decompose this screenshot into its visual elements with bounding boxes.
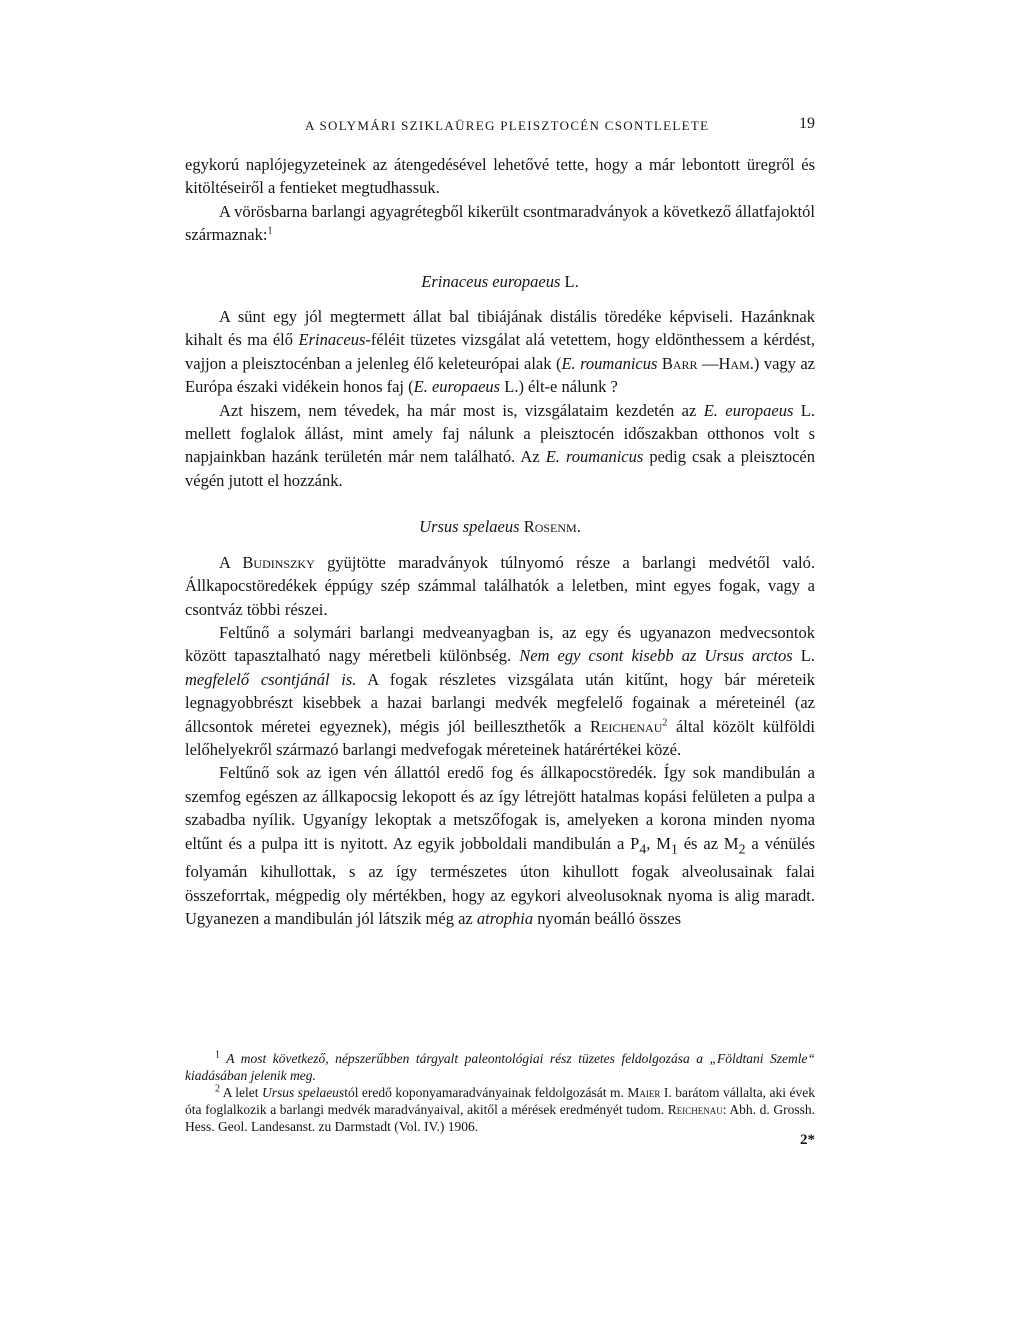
paragraph-6: Feltűnő a solymári barlangi medveanyagban is, az egy és ugyanazon medvecsontok között tapasztalható nagy méretbeli különbség. Nem egy csont kisebb az Ursus arctos L. megfelelő csontjánál is. A fogak részletes vizsgálata után kitűnt, hogy bár méreteik legnagyobbrészt kisebbek a hazai barlangi medvék megfelelő fogainak a méreteinél (az állcsontok méretei egyeznek), mégis jól beilleszthetők a Reichenau$^2$ által közölt külföldi lelőhelyekről származó barlangi medvefogak méreteinek határértékei közé. [185,622,815,759]
species-heading-ursus: Ursus spelaeus Rosenm. [419,517,581,537]
signature-mark: 2* [800,1132,815,1148]
paragraph-3: A sünt egy jól megtermett állat bal tibiájának distális töredéke képviseli. Hazánknak kihalt és ma élő Erinaceus-féléit tüzetes vizsgálat alá vetettem, hogy eldönthessem a kérdést, vajjon a pleisztocénban a jelenleg élő keleteurópai alak (E. roumanicus Barr —Ham.) vagy az Európa északi vidékein honos faj (E. europaeus L.) élt-e nálunk ? [185,307,816,397]
paragraph-1: egykorú naplójegyzeteinek az átengedésével lehetővé tette, hogy a már lebontott üregről és kitöltéseiről a fentieket megtudhassuk. [185,155,815,198]
paragraph-5: A Budinszky gyüjtötte maradványok túlnyomó része a barlangi medvétől való. Állkapocstöredékek éppúgy szép számmal találhatók a leletben, mint egyes fogak, vagy a csontváz többi részei. [185,552,815,619]
paragraph-4: Azt hiszem, nem tévedek, ha már most is, vizsgálataim kezdetén az E. europaeus L. mellett foglalok állást, mint amely faj nálunk a pleisztocén időszakban otthonos volt s napjainkban hazánk területén már nem található. Az E. roumanicus pedig csak a pleisztocén végén jutott el hozzánk. [185,400,815,490]
paragraph-7: Feltűnő sok az igen vén állattól eredő fog és állkapocstöredék. Így sok mandibulán a szemfog egészen az állkapocsig lekopott és az így létrejött hatalmas kopási felületen a pulpa a szabadba nyílik. Ugyanígy lekoptak a metszőfogak is, amelyeken a korona minden nyoma eltűnt és a pulpa itt is nyitott. Az egyik jobboldali mandibulán a $P_4$, $M_1$ és az $M_2$ a vénülés folyamán kihullottak, s az így természetes úton kihullott fogak alveolusainak falai összeforrtak, mégpedig oly mértékben, hogy az egykori alveolusoknak nyoma is alig maradt. Ugyanezen a mandibulán jól látszik még az atrophia nyomán beálló összes [185,763,815,929]
footnotes [185,1050,815,1135]
page-number: 19 [799,115,815,132]
body-text [185,153,815,930]
footnote-1: $^1$ A most következő, népszerűbben tárgyalt paleontológiai rész tüzetes feldolgozása a „Földtani Szemle“ kiadásában jelenik meg. [185,1049,815,1083]
footnote-2: $^2$ A lelet Ursus spelaeustól eredő koponyamaradványainak feldolgozását m. Maier I. barátom vállalta, aki évek óta foglalkozik a barlangi medvék maradványaival, akitől a mérések eredményét tudom. Reichenau: Abh. d. Grossh. Hess. Geol. Landesanst. zu Darmstadt (Vol. IV.) 1906. [185,1083,815,1134]
paragraph-2: A vörösbarna barlangi agyagrétegből kikerült csontmaradványok a következő állatfajoktól származnak:$^1$ [185,201,815,245]
species-heading-erinaceus: Erinaceus europaeus L. [421,271,579,291]
running-title: A SOLYMÁRI SZIKLAÜREG PLEISZTOCÉN CSONTLELETE [305,118,710,133]
